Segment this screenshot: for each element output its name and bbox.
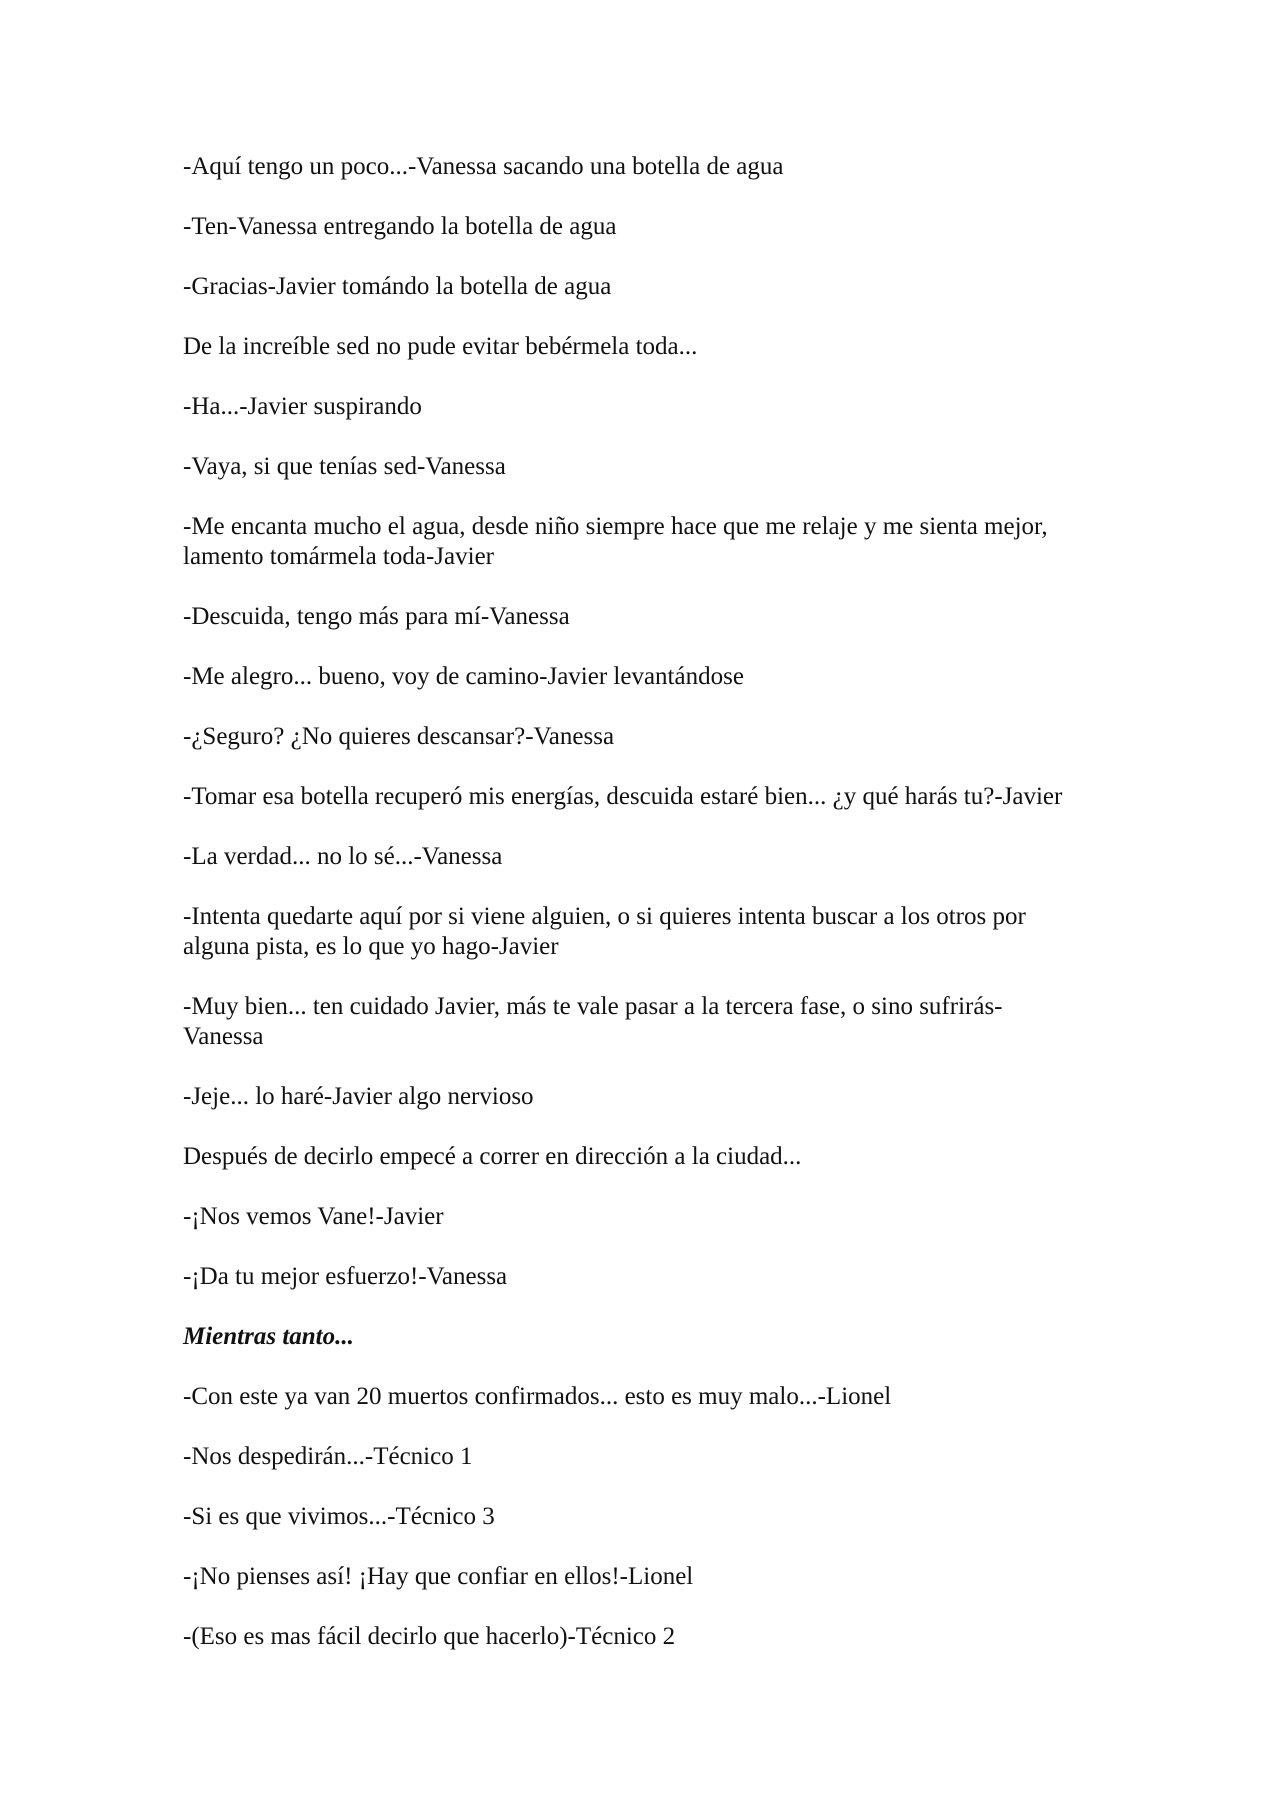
paragraph: -Si es que vivimos...-Técnico 3 (183, 1503, 495, 1530)
paragraph: De la increíble sed no pude evitar bebérmela toda... (183, 333, 698, 360)
paragraph: -¡No pienses así! ¡Hay que confiar en ellos!-Lionel (183, 1563, 694, 1590)
paragraph: -Ten-Vanessa entregando la botella de agua (183, 213, 617, 240)
paragraph: -¡Nos vemos Vane!-Javier (183, 1203, 444, 1230)
paragraph: -Vaya, si que tenías sed-Vanessa (183, 453, 506, 480)
paragraph: -Me alegro... bueno, voy de camino-Javier levantándose (183, 663, 744, 690)
paragraph: -¿Seguro? ¿No quieres descansar?-Vanessa (183, 723, 615, 750)
paragraph: -La verdad... no lo sé...-Vanessa (183, 843, 503, 870)
paragraph: -Jeje... lo haré-Javier algo nervioso (183, 1083, 534, 1110)
paragraph: -¡Da tu mejor esfuerzo!-Vanessa (183, 1263, 508, 1290)
paragraph: -(Eso es mas fácil decirlo que hacerlo)-Técnico 2 (183, 1623, 676, 1650)
paragraph: -Con este ya van 20 muertos confirmados... esto es muy malo...-Lionel (183, 1383, 892, 1410)
paragraph: -Descuida, tengo más para mí-Vanessa (183, 603, 570, 630)
paragraph: -Ha...-Javier suspirando (183, 393, 422, 420)
section-heading: Mientras tanto... (183, 1323, 354, 1350)
paragraph: -Gracias-Javier tomándo la botella de agua (183, 273, 612, 300)
paragraph: -Aquí tengo un poco...-Vanessa sacando una botella de agua (183, 153, 784, 180)
paragraph: -Muy bien... ten cuidado Javier, más te vale pasar a la tercera fase, o sino sufrirás- Vanessa (183, 993, 1003, 1050)
paragraph: -Nos despedirán...-Técnico 1 (183, 1443, 473, 1470)
paragraph: -Tomar esa botella recuperó mis energías, descuida estaré bien... ¿y qué harás tu?-Javier (183, 783, 1063, 810)
paragraph: -Me encanta mucho el agua, desde niño siempre hace que me relaje y me sienta mejor, lamento tomármela toda-Javier (183, 513, 1048, 570)
paragraph: Después de decirlo empecé a correr en dirección a la ciudad... (183, 1143, 802, 1170)
paragraph: -Intenta quedarte aquí por si viene alguien, o si quieres intenta buscar a los otros por alguna pista, es lo que yo hago-Javier (183, 903, 1026, 960)
document-page (183, 152, 1103, 1682)
